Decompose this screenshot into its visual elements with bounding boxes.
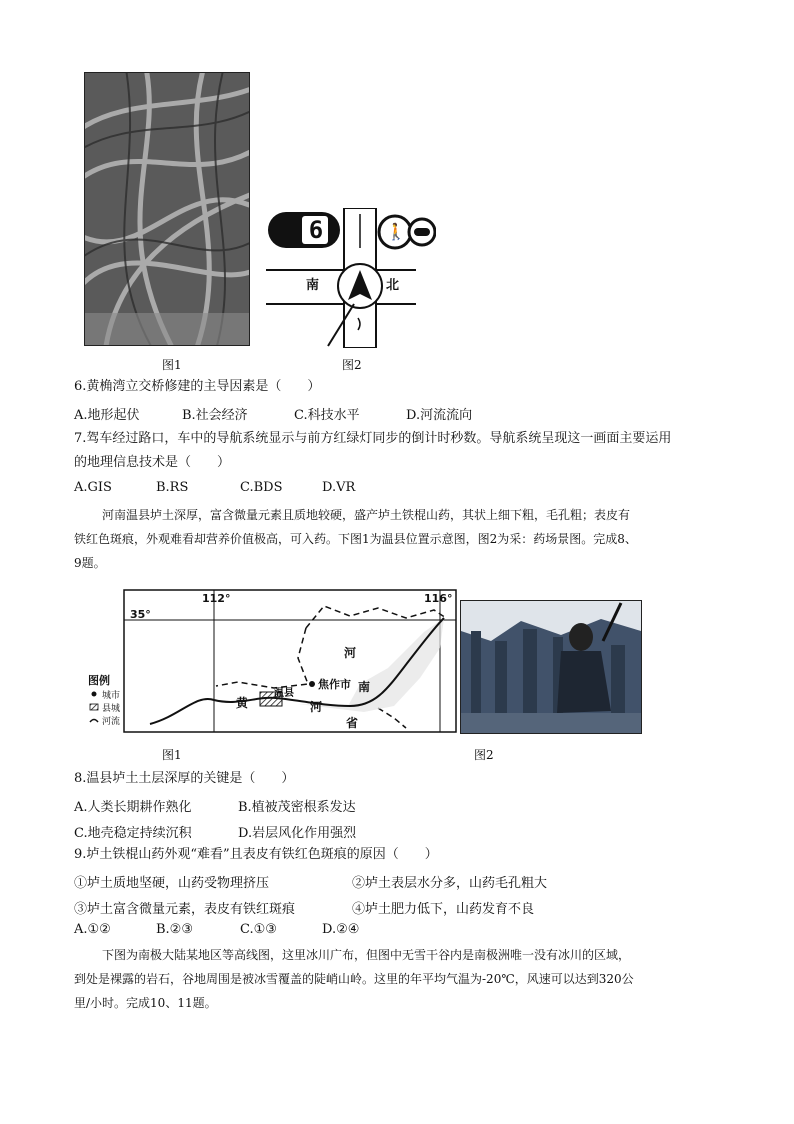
q9-statement-3: ③垆土富含微量元素，表皮有铁红斑痕 — [74, 902, 296, 917]
interchange-photo-art — [85, 73, 249, 345]
q7-option-b[interactable]: B.RS — [156, 480, 189, 495]
q6-option-a[interactable]: A.地形起伏 — [74, 408, 140, 423]
wenxian-location-map — [88, 588, 458, 734]
north-label: 北 — [386, 278, 400, 293]
q8-option-a[interactable]: A.人类长期耕作熟化 — [74, 800, 192, 815]
q6-option-c[interactable]: C.科技水平 — [294, 408, 360, 423]
q6-option-d[interactable]: D.河流流向 — [406, 408, 473, 423]
passage-wenxian-line3: 9题。 — [74, 556, 106, 570]
q9-statement-1: ①垆土质地坚硬，山药受物理挤压 — [74, 876, 270, 891]
q8-option-c[interactable]: C.地壳稳定持续沉积 — [74, 826, 192, 841]
yam-harvest-photo — [460, 600, 642, 734]
map-fig2-caption: 图2 — [474, 748, 494, 762]
county-name-label: 温县 — [274, 688, 294, 699]
passage-antarctic-line3: 里/小时。完成10、11题。 — [74, 996, 217, 1010]
q8-stem: 8.温县垆土土层深厚的关键是（ ） — [74, 771, 295, 786]
province-label-1: 河 — [344, 646, 357, 660]
walk-icon: 🚶 — [386, 222, 406, 241]
passage-wenxian-line2: 铁红色斑痕，外观难看却营养价值极高，可入药。下图1为温县位置示意图，图2为采：药场景图。完成8、 — [74, 532, 637, 546]
q6-stem: 6.黄桷湾立交桥修建的主导因素是（ ） — [74, 379, 321, 394]
q9-option-b[interactable]: B.②③ — [156, 922, 193, 937]
passage-wenxian-line1: 河南温县垆土深厚，富含微量元素且质地较硬，盛产垆土铁棍山药，其状上细下粗，毛孔粗；表皮有 — [102, 508, 631, 522]
province-label-2: 南 — [358, 680, 371, 694]
q8-option-d[interactable]: D.岩层风化作用强烈 — [238, 826, 357, 841]
q9-option-c[interactable]: C.①③ — [240, 922, 277, 937]
lon-112-label: 112° — [202, 592, 231, 605]
top-fig2-caption: 图2 — [342, 358, 362, 372]
q7-option-a[interactable]: A.GIS — [74, 480, 112, 495]
legend-city-label: 城市 — [102, 691, 121, 701]
q7-stem-line1: 7.驾车经过路口，车中的导航系统显示与前方红绿灯同步的倒计时秒数。导航系统呈现这一画面主要运用 — [74, 431, 672, 446]
yam-harvest-photo-art — [461, 601, 641, 733]
map-fig1-caption: 图1 — [162, 748, 182, 762]
q9-statement-2: ②垆土表层水分多，山药毛孔粗大 — [352, 876, 548, 891]
q7-option-c[interactable]: C.BDS — [240, 480, 283, 495]
q7-stem-line2: 的地理信息技术是（ ） — [74, 455, 231, 470]
navigation-display — [266, 208, 436, 348]
legend-county-label: 县城 — [102, 704, 121, 714]
q9-option-d[interactable]: D.②④ — [322, 922, 360, 937]
province-label-3: 省 — [346, 716, 359, 730]
q6-option-b[interactable]: B.社会经济 — [182, 408, 248, 423]
q9-option-a[interactable]: A.①② — [74, 922, 111, 937]
q9-statement-4: ④垆土肥力低下，山药发育不良 — [352, 902, 535, 917]
timer-value: 6 — [308, 216, 324, 244]
lon-116-label: 116° — [424, 592, 453, 605]
q7-option-d[interactable]: D.VR — [322, 480, 356, 495]
passage-antarctic-line2: 到处是裸露的岩石，谷地周围是被冰雪覆盖的陡峭山岭。这里的年平均气温为-20℃，风速可以达到320公 — [74, 972, 634, 986]
passage-antarctic-line1: 下图为南极大陆某地区等高线图，这里冰川广布，但图中无雪干谷内是南极洲唯一没有冰川的区域， — [102, 948, 631, 962]
river-label-2: 河 — [310, 700, 323, 714]
lat-35-label: 35° — [130, 608, 151, 621]
interchange-photo — [84, 72, 250, 346]
river-label-1: 黄 — [236, 696, 249, 710]
q8-option-b[interactable]: B.植被茂密根系发达 — [238, 800, 356, 815]
city-name-label: 焦作市 — [318, 678, 351, 691]
legend-title: 图例 — [88, 674, 110, 687]
top-fig1-caption: 图1 — [162, 358, 182, 372]
legend-river-label: 河流 — [102, 717, 121, 727]
south-label: 南 — [306, 278, 320, 293]
navigation-display-art — [266, 208, 436, 348]
q9-stem: 9.垆土铁棍山药外观“难看”且表皮有铁红色斑痕的原因（ ） — [74, 847, 438, 862]
